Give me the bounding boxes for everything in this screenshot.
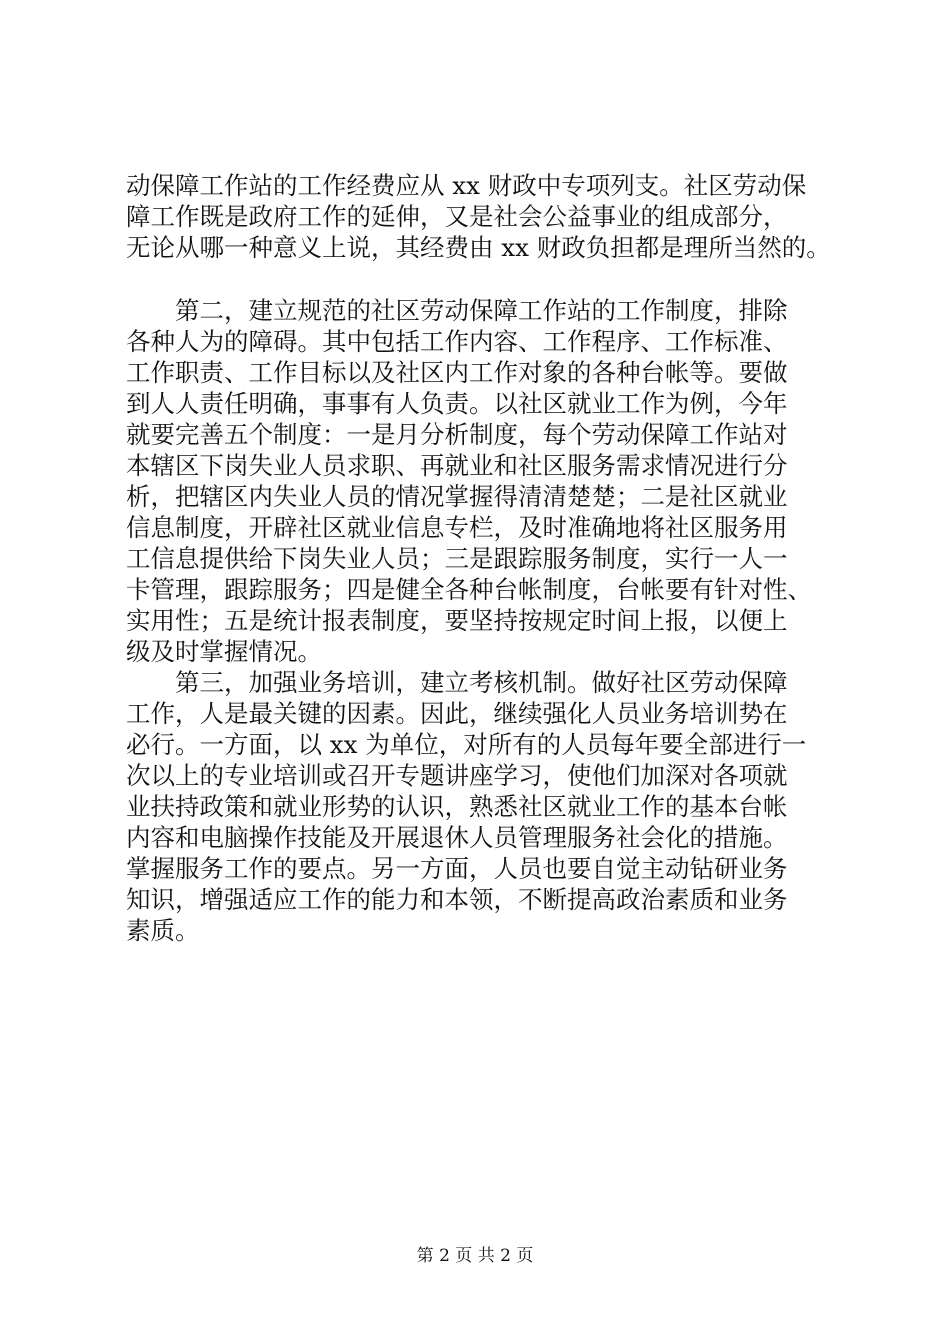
text-line: 信息制度，开辟社区就业信息专栏，及时准确地将社区服务用 <box>126 513 788 542</box>
text-line: 卡管理，跟踪服务；四是健全各种台帐制度，台帐要有针对性、 <box>126 575 812 604</box>
paragraph-funding <box>126 170 836 263</box>
text-line: 素质。 <box>126 916 200 945</box>
text-line: 内容和电脑操作技能及开展退休人员管理服务社会化的措施。 <box>126 823 788 852</box>
text-line: 知识，增强适应工作的能力和本领，不断提高政治素质和业务 <box>126 885 788 914</box>
paragraph-third <box>126 667 836 946</box>
page-number-label: 第 2 页 共 2 页 <box>416 1246 534 1266</box>
document-body <box>126 170 836 946</box>
text-line: 工信息提供给下岗失业人员；三是跟踪服务制度，实行一人一 <box>126 544 788 573</box>
text-line: 掌握服务工作的要点。另一方面，人员也要自觉主动钻研业务 <box>126 854 788 883</box>
text-line: 第二，建立规范的社区劳动保障工作站的工作制度，排除 <box>126 296 788 325</box>
text-line: 无论从哪一种意义上说，其经费由 xx 财政负担都是理所当然的。 <box>126 233 831 262</box>
text-line: 工作，人是最关键的因素。因此，继续强化人员业务培训势在 <box>126 699 788 728</box>
page-footer <box>0 1244 950 1268</box>
text-line: 业扶持政策和就业形势的认识，熟悉社区就业工作的基本台帐 <box>126 792 788 821</box>
text-line: 工作职责、工作目标以及社区内工作对象的各种台帐等。要做 <box>126 358 788 387</box>
text-line: 实用性；五是统计报表制度，要坚持按规定时间上报，以便上 <box>126 606 788 635</box>
text-line: 必行。一方面，以 xx 为单位，对所有的人员每年要全部进行一 <box>126 730 807 759</box>
text-line: 就要完善五个制度：一是月分析制度，每个劳动保障工作站对 <box>126 420 788 449</box>
text-line: 析，把辖区内失业人员的情况掌握得清清楚楚；二是社区就业 <box>126 482 788 511</box>
text-line: 各种人为的障碍。其中包括工作内容、工作程序、工作标准、 <box>126 327 788 356</box>
text-line: 第三，加强业务培训，建立考核机制。做好社区劳动保障 <box>126 668 788 697</box>
text-line: 本辖区下岗失业人员求职、再就业和社区服务需求情况进行分 <box>126 451 788 480</box>
text-line: 次以上的专业培训或召开专题讲座学习，使他们加深对各项就 <box>126 761 788 790</box>
text-line: 障工作既是政府工作的延伸，又是社会公益事业的组成部分， <box>126 202 788 231</box>
text-line: 到人人责任明确，事事有人负责。以社区就业工作为例，今年 <box>126 389 788 418</box>
text-line: 动保障工作站的工作经费应从 xx 财政中专项列支。社区劳动保 <box>126 171 807 200</box>
text-line: 级及时掌握情况。 <box>126 637 322 666</box>
paragraph-second <box>126 295 836 667</box>
paragraph-spacer <box>126 263 836 295</box>
